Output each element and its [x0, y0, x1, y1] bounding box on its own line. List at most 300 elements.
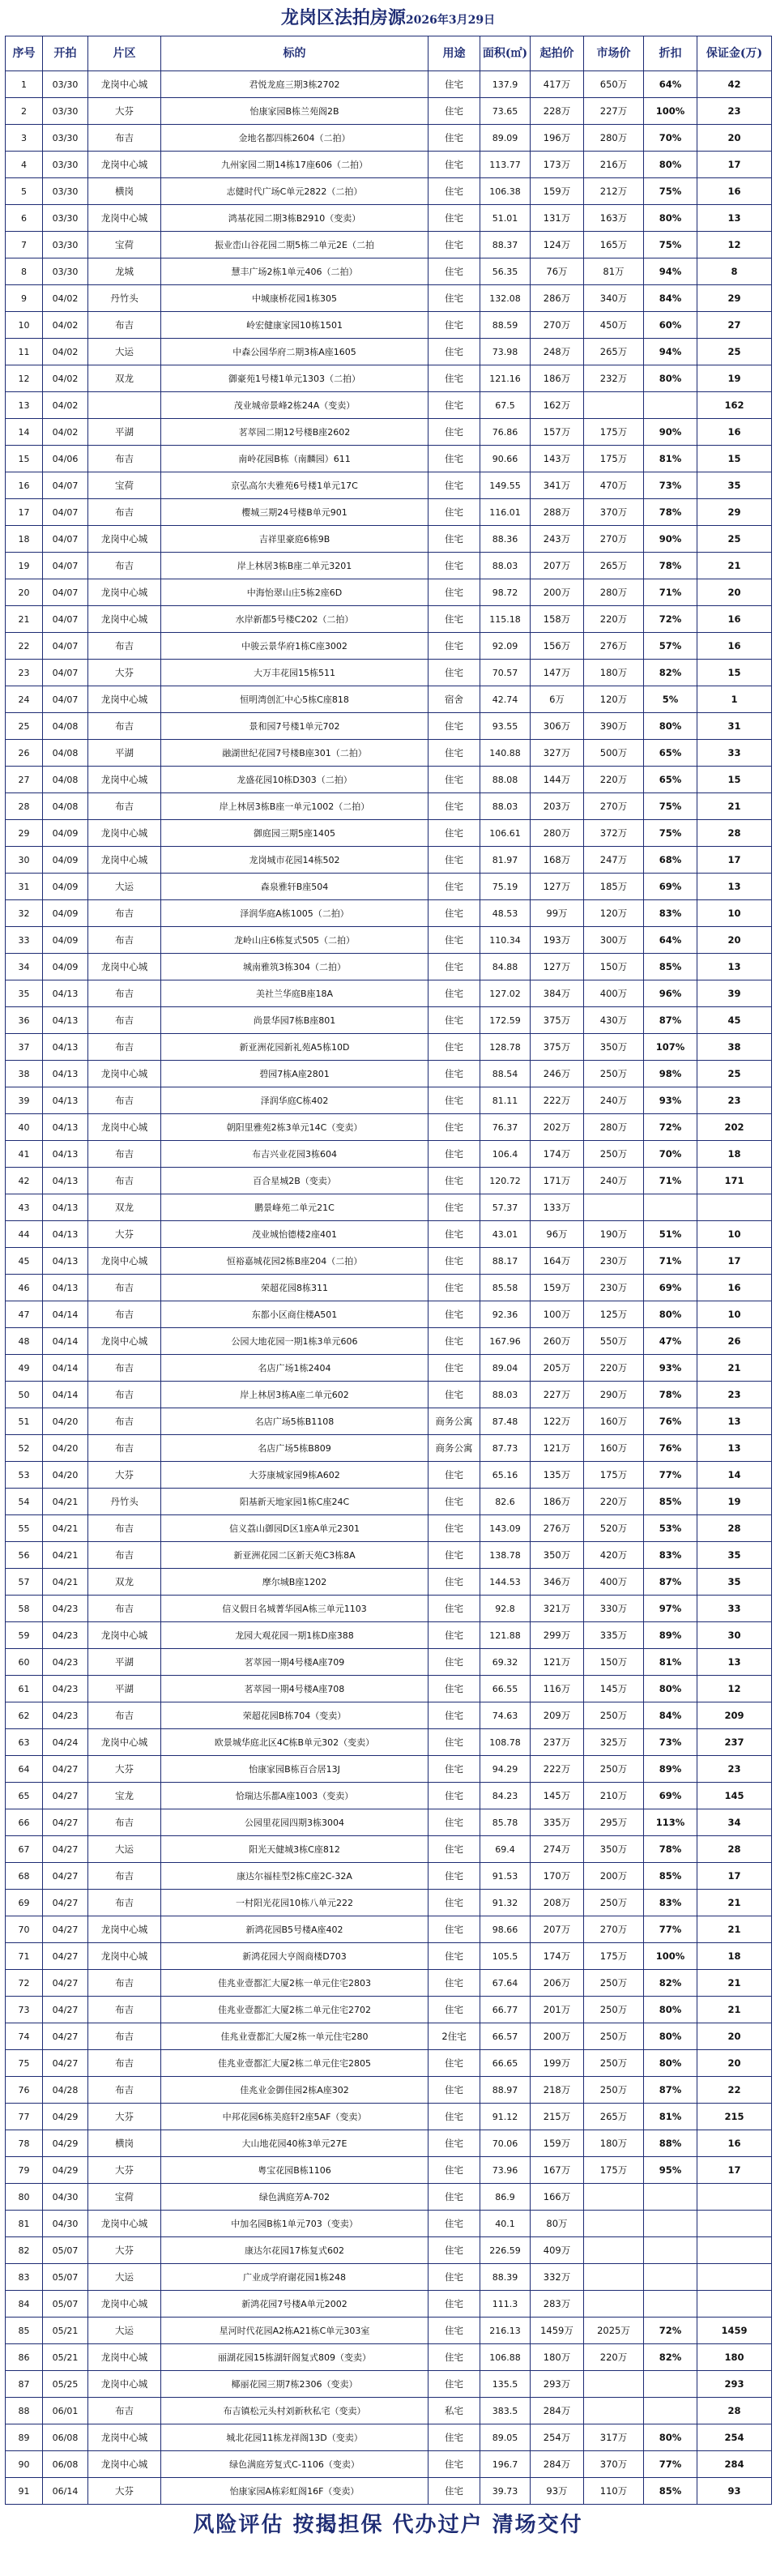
row-discount: 100%: [644, 98, 697, 125]
page-date: 2026年3月29日: [405, 14, 496, 27]
row-index: 66: [6, 1809, 43, 1836]
row-discount: [644, 1194, 697, 1221]
row-usage: 住宅: [429, 1542, 480, 1569]
row-deposit: 23: [697, 1087, 772, 1114]
row-region: 龙岗中心城: [88, 71, 161, 98]
row-discount: [644, 2237, 697, 2264]
row-market-price: 400万: [584, 1569, 644, 1596]
row-property: 泽润华庭C栋402: [161, 1087, 429, 1114]
row-deposit: 10: [697, 1221, 772, 1248]
row-date: 04/13: [43, 1194, 88, 1221]
row-start-price: 288万: [531, 499, 584, 526]
row-deposit: 17: [697, 847, 772, 874]
row-date: 04/27: [43, 2050, 88, 2077]
row-property: 佳兆业壹都汇大厦2栋一单元住宅2803: [161, 1970, 429, 1997]
row-discount: 71%: [644, 579, 697, 606]
row-index: 11: [6, 339, 43, 365]
table-row: [6, 767, 772, 793]
row-market-price: 250万: [584, 1141, 644, 1168]
row-date: 05/07: [43, 2291, 88, 2318]
row-property: 新鸿花园B5号楼A座402: [161, 1916, 429, 1943]
row-index: 63: [6, 1729, 43, 1756]
row-property: 振业峦山谷花园二期5栋二单元2E（二拍: [161, 232, 429, 258]
row-index: 58: [6, 1596, 43, 1622]
table-row: [6, 98, 772, 125]
row-start-price: 286万: [531, 285, 584, 312]
row-deposit: 34: [697, 1809, 772, 1836]
row-market-price: 350万: [584, 1836, 644, 1863]
row-region: 布吉: [88, 1034, 161, 1061]
row-size: 92.8: [480, 1596, 531, 1622]
row-region: 龙岗中心城: [88, 1916, 161, 1943]
row-usage: 住宅: [429, 71, 480, 98]
row-size: 226.59: [480, 2237, 531, 2264]
row-market-price: 210万: [584, 1783, 644, 1809]
row-index: 30: [6, 847, 43, 874]
row-deposit: 293: [697, 2371, 772, 2398]
row-index: 46: [6, 1275, 43, 1301]
row-size: 87.73: [480, 1435, 531, 1462]
row-start-price: 207万: [531, 1916, 584, 1943]
row-start-price: 207万: [531, 553, 584, 579]
table-row: [6, 1542, 772, 1569]
row-usage: 住宅: [429, 1194, 480, 1221]
row-usage: 2住宅: [429, 2023, 480, 2050]
row-usage: 住宅: [429, 446, 480, 472]
row-start-price: 158万: [531, 606, 584, 633]
row-deposit: 13: [697, 1408, 772, 1435]
row-start-price: 193万: [531, 927, 584, 954]
row-start-price: 201万: [531, 1997, 584, 2023]
row-region: [88, 392, 161, 419]
row-index: 15: [6, 446, 43, 472]
row-index: 85: [6, 2318, 43, 2344]
row-discount: 80%: [644, 205, 697, 232]
row-size: 89.05: [480, 2424, 531, 2451]
row-property: 岸上林居3栋B座一单元1002（二拍）: [161, 793, 429, 820]
row-size: 88.03: [480, 553, 531, 579]
table-row: [6, 1382, 772, 1408]
table-row: [6, 205, 772, 232]
row-discount: 77%: [644, 1916, 697, 1943]
row-start-price: 180万: [531, 2344, 584, 2371]
row-market-price: 175万: [584, 1462, 644, 1489]
row-discount: 89%: [644, 1622, 697, 1649]
row-index: 41: [6, 1141, 43, 1168]
col-header-area: 片区: [88, 36, 161, 71]
row-usage: 住宅: [429, 1275, 480, 1301]
row-discount: 90%: [644, 526, 697, 553]
row-date: 03/30: [43, 71, 88, 98]
row-start-price: 186万: [531, 1489, 584, 1515]
row-market-price: 180万: [584, 660, 644, 686]
row-property: 荣超花园8栋311: [161, 1275, 429, 1301]
table-row: [6, 740, 772, 767]
row-market-price: 190万: [584, 1221, 644, 1248]
row-index: 60: [6, 1649, 43, 1676]
row-discount: 80%: [644, 2424, 697, 2451]
row-deposit: 10: [697, 900, 772, 927]
row-size: 149.55: [480, 472, 531, 499]
row-market-price: [584, 2264, 644, 2291]
row-date: 04/30: [43, 2211, 88, 2237]
row-market-price: 317万: [584, 2424, 644, 2451]
row-deposit: 16: [697, 633, 772, 660]
row-discount: 85%: [644, 1489, 697, 1515]
row-usage: 住宅: [429, 499, 480, 526]
row-date: 04/08: [43, 713, 88, 740]
row-start-price: 228万: [531, 98, 584, 125]
row-deposit: [697, 2264, 772, 2291]
row-index: 77: [6, 2104, 43, 2130]
row-property: 康达尔福桂型2栋C座2C-32A: [161, 1863, 429, 1890]
row-market-price: 250万: [584, 1702, 644, 1729]
row-index: 40: [6, 1114, 43, 1141]
row-market-price: 250万: [584, 1890, 644, 1916]
table-row: [6, 1221, 772, 1248]
row-deposit: 29: [697, 499, 772, 526]
row-start-price: 174万: [531, 1141, 584, 1168]
row-size: 137.9: [480, 71, 531, 98]
row-size: 85.58: [480, 1275, 531, 1301]
row-index: 86: [6, 2344, 43, 2371]
row-usage: 住宅: [429, 1863, 480, 1890]
row-index: 74: [6, 2023, 43, 2050]
row-market-price: 335万: [584, 1622, 644, 1649]
row-deposit: 16: [697, 419, 772, 446]
row-index: 34: [6, 954, 43, 980]
table-row: [6, 2424, 772, 2451]
row-region: 布吉: [88, 1997, 161, 2023]
table-row: [6, 686, 772, 713]
row-date: 04/13: [43, 1087, 88, 1114]
row-discount: 53%: [644, 1515, 697, 1542]
row-usage: 住宅: [429, 2077, 480, 2104]
row-market-price: 81万: [584, 258, 644, 285]
table-row: [6, 2050, 772, 2077]
row-property: 丽湖花园15栋湖轩阁复式809（变卖）: [161, 2344, 429, 2371]
row-size: 88.97: [480, 2077, 531, 2104]
row-start-price: 200万: [531, 579, 584, 606]
row-usage: 私宅: [429, 2398, 480, 2424]
row-usage: 住宅: [429, 579, 480, 606]
row-market-price: 250万: [584, 1756, 644, 1783]
row-discount: 71%: [644, 1168, 697, 1194]
table-body: [6, 71, 772, 2505]
row-discount: 84%: [644, 1702, 697, 1729]
row-market-price: 280万: [584, 579, 644, 606]
row-date: 04/23: [43, 1702, 88, 1729]
row-property: 茂业城帝景峰2栋24A（变卖）: [161, 392, 429, 419]
row-region: 布吉: [88, 713, 161, 740]
row-market-price: 250万: [584, 1970, 644, 1997]
row-region: 布吉: [88, 927, 161, 954]
table-header-row: [6, 36, 772, 71]
row-usage: 住宅: [429, 419, 480, 446]
table-row: [6, 660, 772, 686]
table-row: [6, 339, 772, 365]
row-deposit: 8: [697, 258, 772, 285]
row-start-price: 1459万: [531, 2318, 584, 2344]
row-region: 龙岗中心城: [88, 205, 161, 232]
row-usage: 住宅: [429, 1756, 480, 1783]
row-market-price: 247万: [584, 847, 644, 874]
row-market-price: 163万: [584, 205, 644, 232]
row-usage: 住宅: [429, 2318, 480, 2344]
row-size: 105.5: [480, 1943, 531, 1970]
row-index: 17: [6, 499, 43, 526]
row-discount: [644, 2371, 697, 2398]
row-index: 33: [6, 927, 43, 954]
row-date: 04/29: [43, 2157, 88, 2184]
row-region: 龙岗中心城: [88, 847, 161, 874]
row-region: 横岗: [88, 178, 161, 205]
row-discount: 82%: [644, 2344, 697, 2371]
row-usage: 住宅: [429, 874, 480, 900]
row-size: 120.72: [480, 1168, 531, 1194]
row-size: 57.37: [480, 1194, 531, 1221]
row-deposit: 23: [697, 1756, 772, 1783]
row-start-price: 122万: [531, 1408, 584, 1435]
row-region: 布吉: [88, 1596, 161, 1622]
row-region: 丹竹头: [88, 1489, 161, 1515]
table-row: [6, 2157, 772, 2184]
row-discount: 87%: [644, 1007, 697, 1034]
row-discount: 83%: [644, 1542, 697, 1569]
row-start-price: 164万: [531, 1248, 584, 1275]
row-deposit: 21: [697, 1355, 772, 1382]
table-row: [6, 178, 772, 205]
row-deposit: 22: [697, 2077, 772, 2104]
row-market-price: 500万: [584, 740, 644, 767]
row-discount: 81%: [644, 1649, 697, 1676]
row-size: 128.78: [480, 1034, 531, 1061]
row-index: 10: [6, 312, 43, 339]
row-region: 大芬: [88, 2237, 161, 2264]
row-deposit: 20: [697, 579, 772, 606]
row-market-price: 250万: [584, 2023, 644, 2050]
row-property: 康达尔花园17栋复式602: [161, 2237, 429, 2264]
row-discount: 76%: [644, 1435, 697, 1462]
row-date: 04/29: [43, 2104, 88, 2130]
row-usage: 住宅: [429, 1809, 480, 1836]
row-property: 大山地花园40栋3单元27E: [161, 2130, 429, 2157]
row-market-price: 216万: [584, 152, 644, 178]
table-row: [6, 1408, 772, 1435]
row-date: 04/13: [43, 1168, 88, 1194]
table-row: [6, 526, 772, 553]
table-row: [6, 1809, 772, 1836]
row-size: 172.59: [480, 1007, 531, 1034]
row-property: 景和园7号楼1单元702: [161, 713, 429, 740]
row-size: 43.01: [480, 1221, 531, 1248]
row-index: 51: [6, 1408, 43, 1435]
row-index: 87: [6, 2371, 43, 2398]
row-index: 37: [6, 1034, 43, 1061]
table-row: [6, 1061, 772, 1087]
row-usage: 住宅: [429, 1034, 480, 1061]
row-property: 新鸿花园大亨阁商楼D703: [161, 1943, 429, 1970]
row-discount: 51%: [644, 1221, 697, 1248]
table-row: [6, 1194, 772, 1221]
col-header-usage: 用途: [429, 36, 480, 71]
row-start-price: 127万: [531, 954, 584, 980]
row-region: 龙岗中心城: [88, 1248, 161, 1275]
row-usage: 住宅: [429, 2211, 480, 2237]
row-property: 新亚洲花园新礼苑A5栋10D: [161, 1034, 429, 1061]
row-discount: 93%: [644, 1087, 697, 1114]
row-usage: 住宅: [429, 740, 480, 767]
row-discount: 81%: [644, 446, 697, 472]
row-usage: 住宅: [429, 1890, 480, 1916]
row-start-price: 127万: [531, 874, 584, 900]
row-property: 中森公园华府二期3栋A座1605: [161, 339, 429, 365]
row-deposit: 16: [697, 606, 772, 633]
row-date: 04/23: [43, 1649, 88, 1676]
row-deposit: 42: [697, 71, 772, 98]
row-property: 名店广场1栋2404: [161, 1355, 429, 1382]
row-property: 龙岭山庄6栋复式505（二拍）: [161, 927, 429, 954]
row-discount: 83%: [644, 1890, 697, 1916]
row-size: 87.48: [480, 1408, 531, 1435]
row-index: 39: [6, 1087, 43, 1114]
row-date: 04/23: [43, 1596, 88, 1622]
table-row: [6, 606, 772, 633]
row-size: 111.3: [480, 2291, 531, 2318]
row-discount: 72%: [644, 1114, 697, 1141]
row-discount: [644, 392, 697, 419]
row-discount: 69%: [644, 1275, 697, 1301]
table-row: [6, 927, 772, 954]
table-row: [6, 1729, 772, 1756]
col-header-date: 开拍: [43, 36, 88, 71]
row-deposit: 13: [697, 954, 772, 980]
row-market-price: 150万: [584, 1649, 644, 1676]
row-size: 74.63: [480, 1702, 531, 1729]
row-start-price: 417万: [531, 71, 584, 98]
row-property: 怡康家园B栋百合居13J: [161, 1756, 429, 1783]
row-size: 216.13: [480, 2318, 531, 2344]
row-region: 双龙: [88, 1194, 161, 1221]
col-header-index: 序号: [6, 36, 43, 71]
row-date: 04/27: [43, 1890, 88, 1916]
row-date: 05/07: [43, 2264, 88, 2291]
row-market-price: 276万: [584, 633, 644, 660]
row-region: 平湖: [88, 740, 161, 767]
row-property: 岸上林居3栋B座二单元3201: [161, 553, 429, 579]
row-property: 佳兆业壹都汇大厦2栋二单元住宅2805: [161, 2050, 429, 2077]
row-deposit: 16: [697, 1275, 772, 1301]
row-property: 恒裕嘉城花园2栋B座204（二拍）: [161, 1248, 429, 1275]
table-row: [6, 1997, 772, 2023]
row-deposit: 13: [697, 1435, 772, 1462]
row-date: 04/20: [43, 1408, 88, 1435]
table-row: [6, 2104, 772, 2130]
row-date: 04/07: [43, 553, 88, 579]
row-region: 龙岗中心城: [88, 2211, 161, 2237]
row-market-price: [584, 2398, 644, 2424]
row-deposit: 38: [697, 1034, 772, 1061]
row-size: 88.37: [480, 232, 531, 258]
row-region: 龙岗中心城: [88, 526, 161, 553]
row-date: 04/07: [43, 660, 88, 686]
row-market-price: 230万: [584, 1248, 644, 1275]
table-row: [6, 1462, 772, 1489]
row-deposit: 215: [697, 2104, 772, 2130]
row-start-price: 124万: [531, 232, 584, 258]
row-property: 布吉兴业花园3栋604: [161, 1141, 429, 1168]
row-date: 04/07: [43, 579, 88, 606]
row-market-price: 270万: [584, 526, 644, 553]
row-property: 森泉雅轩B座504: [161, 874, 429, 900]
row-start-price: 284万: [531, 2398, 584, 2424]
row-market-price: 520万: [584, 1515, 644, 1542]
col-header-size: 面积(㎡): [480, 36, 531, 71]
row-discount: 82%: [644, 1970, 697, 1997]
row-deposit: 13: [697, 205, 772, 232]
row-start-price: 280万: [531, 820, 584, 847]
row-index: 57: [6, 1569, 43, 1596]
row-property: 龙园大观花园一期1栋D座388: [161, 1622, 429, 1649]
row-size: 89.09: [480, 125, 531, 152]
row-market-price: 175万: [584, 1943, 644, 1970]
table-row: [6, 365, 772, 392]
table-row: [6, 2184, 772, 2211]
row-usage: 住宅: [429, 339, 480, 365]
row-start-price: 159万: [531, 1275, 584, 1301]
row-size: 66.77: [480, 1997, 531, 2023]
row-region: 宝荷: [88, 2184, 161, 2211]
row-size: 144.53: [480, 1569, 531, 1596]
row-start-price: 274万: [531, 1836, 584, 1863]
row-market-price: 185万: [584, 874, 644, 900]
row-date: 05/21: [43, 2318, 88, 2344]
row-date: 04/27: [43, 1943, 88, 1970]
row-discount: 57%: [644, 633, 697, 660]
row-property: 中海怡翠山庄5栋2座6D: [161, 579, 429, 606]
row-usage: 住宅: [429, 1970, 480, 1997]
row-market-price: 470万: [584, 472, 644, 499]
row-date: 05/21: [43, 2344, 88, 2371]
row-market-price: 240万: [584, 1087, 644, 1114]
row-market-price: 265万: [584, 2104, 644, 2130]
col-header-start-price: 起拍价: [531, 36, 584, 71]
row-property: 广业成学府谢花园1栋248: [161, 2264, 429, 2291]
row-property: 中邦花园6栋美庭轩2座5AF（变卖）: [161, 2104, 429, 2130]
row-usage: 住宅: [429, 526, 480, 553]
row-index: 16: [6, 472, 43, 499]
row-size: 40.1: [480, 2211, 531, 2237]
row-market-price: 250万: [584, 2050, 644, 2077]
row-usage: 住宅: [429, 1649, 480, 1676]
row-date: 04/07: [43, 633, 88, 660]
row-deposit: 15: [697, 767, 772, 793]
row-market-price: 120万: [584, 686, 644, 713]
row-property: 恒明湾创汇中心5栋C座818: [161, 686, 429, 713]
row-usage: 住宅: [429, 847, 480, 874]
row-index: 78: [6, 2130, 43, 2157]
row-property: 信义荔山御园D区1座A单元2301: [161, 1515, 429, 1542]
row-property: 京弘高尔夫雅苑6号楼1单元17C: [161, 472, 429, 499]
row-property: 朝阳里雅苑2栋3单元14C（变卖）: [161, 1114, 429, 1141]
row-deposit: 21: [697, 793, 772, 820]
row-size: 89.04: [480, 1355, 531, 1382]
row-discount: 83%: [644, 900, 697, 927]
row-region: 平湖: [88, 1676, 161, 1702]
row-size: 82.6: [480, 1489, 531, 1515]
row-index: 73: [6, 1997, 43, 2023]
row-size: 70.57: [480, 660, 531, 686]
